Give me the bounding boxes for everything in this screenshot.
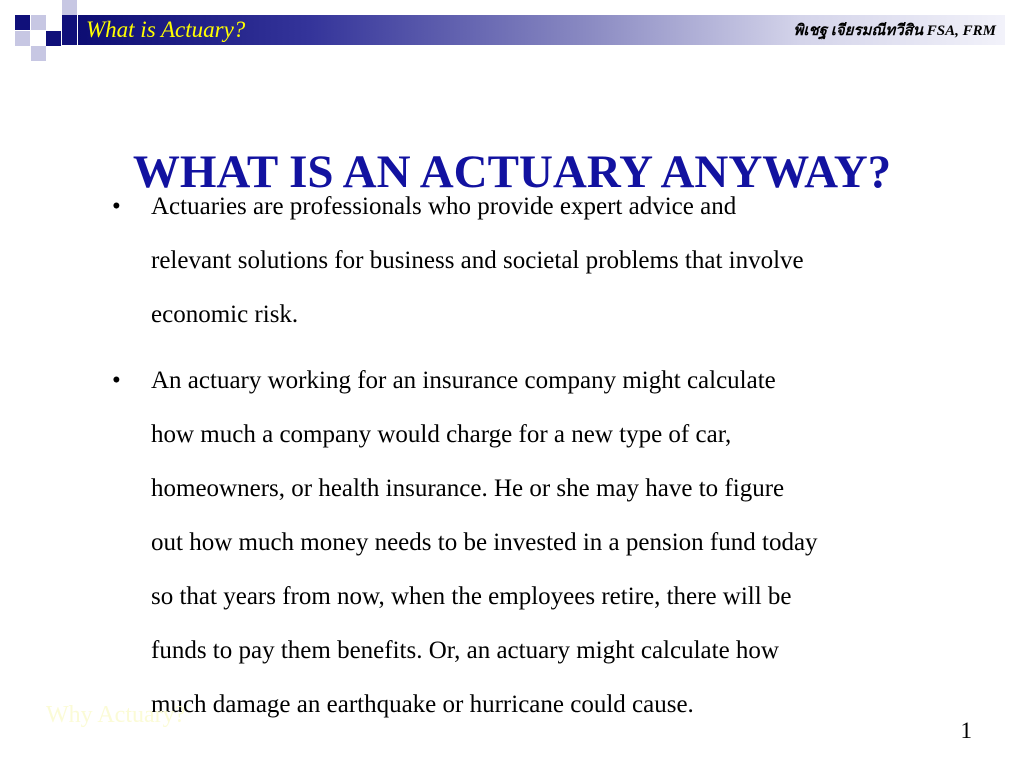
bullet-line: economic risk. bbox=[151, 301, 299, 328]
corner-square-decoration bbox=[46, 31, 61, 46]
corner-square-decoration bbox=[15, 15, 30, 30]
bullet-line: out how much money needs to be invested in a pension fund today bbox=[151, 529, 818, 556]
bullet-line: relevant solutions for business and societal problems that involve bbox=[151, 247, 804, 274]
header-title: What is Actuary? bbox=[86, 17, 246, 42]
bullet-item bbox=[112, 354, 972, 732]
corner-square-decoration bbox=[62, 0, 77, 15]
corner-square-decoration bbox=[31, 15, 46, 30]
bullet-line: An actuary working for an insurance company might calculate bbox=[151, 367, 776, 394]
bullet-text bbox=[151, 180, 972, 342]
bullet-line: how much a company would charge for a new type of car, bbox=[151, 421, 732, 448]
bullet-icon: • bbox=[112, 193, 121, 220]
bullet-text bbox=[151, 354, 972, 732]
bullet-item bbox=[112, 180, 972, 342]
corner-square-decoration bbox=[15, 31, 30, 46]
footer-label: Why Actuary? bbox=[46, 702, 186, 728]
bullet-list bbox=[112, 180, 972, 732]
page-number: 1 bbox=[960, 718, 972, 743]
corner-square-decoration bbox=[62, 15, 77, 45]
bullet-line: homeowners, or health insurance. He or she may have to figure bbox=[151, 475, 785, 502]
slide-title: WHAT IS AN ACTUARY ANYWAY? bbox=[132, 146, 892, 199]
bullet-line: much damage an earthquake or hurricane could cause. bbox=[151, 691, 694, 718]
header-author: พิเชฐ เจียรมณีทวีสิน FSA, FRM bbox=[793, 23, 996, 39]
corner-square-decoration bbox=[31, 46, 46, 61]
bullet-icon: • bbox=[112, 367, 121, 394]
bullet-line: Actuaries are professionals who provide expert advice and bbox=[151, 193, 737, 220]
bullet-line: funds to pay them benefits. Or, an actuary might calculate how bbox=[151, 637, 779, 664]
bullet-line: so that years from now, when the employees retire, there will be bbox=[151, 583, 792, 610]
